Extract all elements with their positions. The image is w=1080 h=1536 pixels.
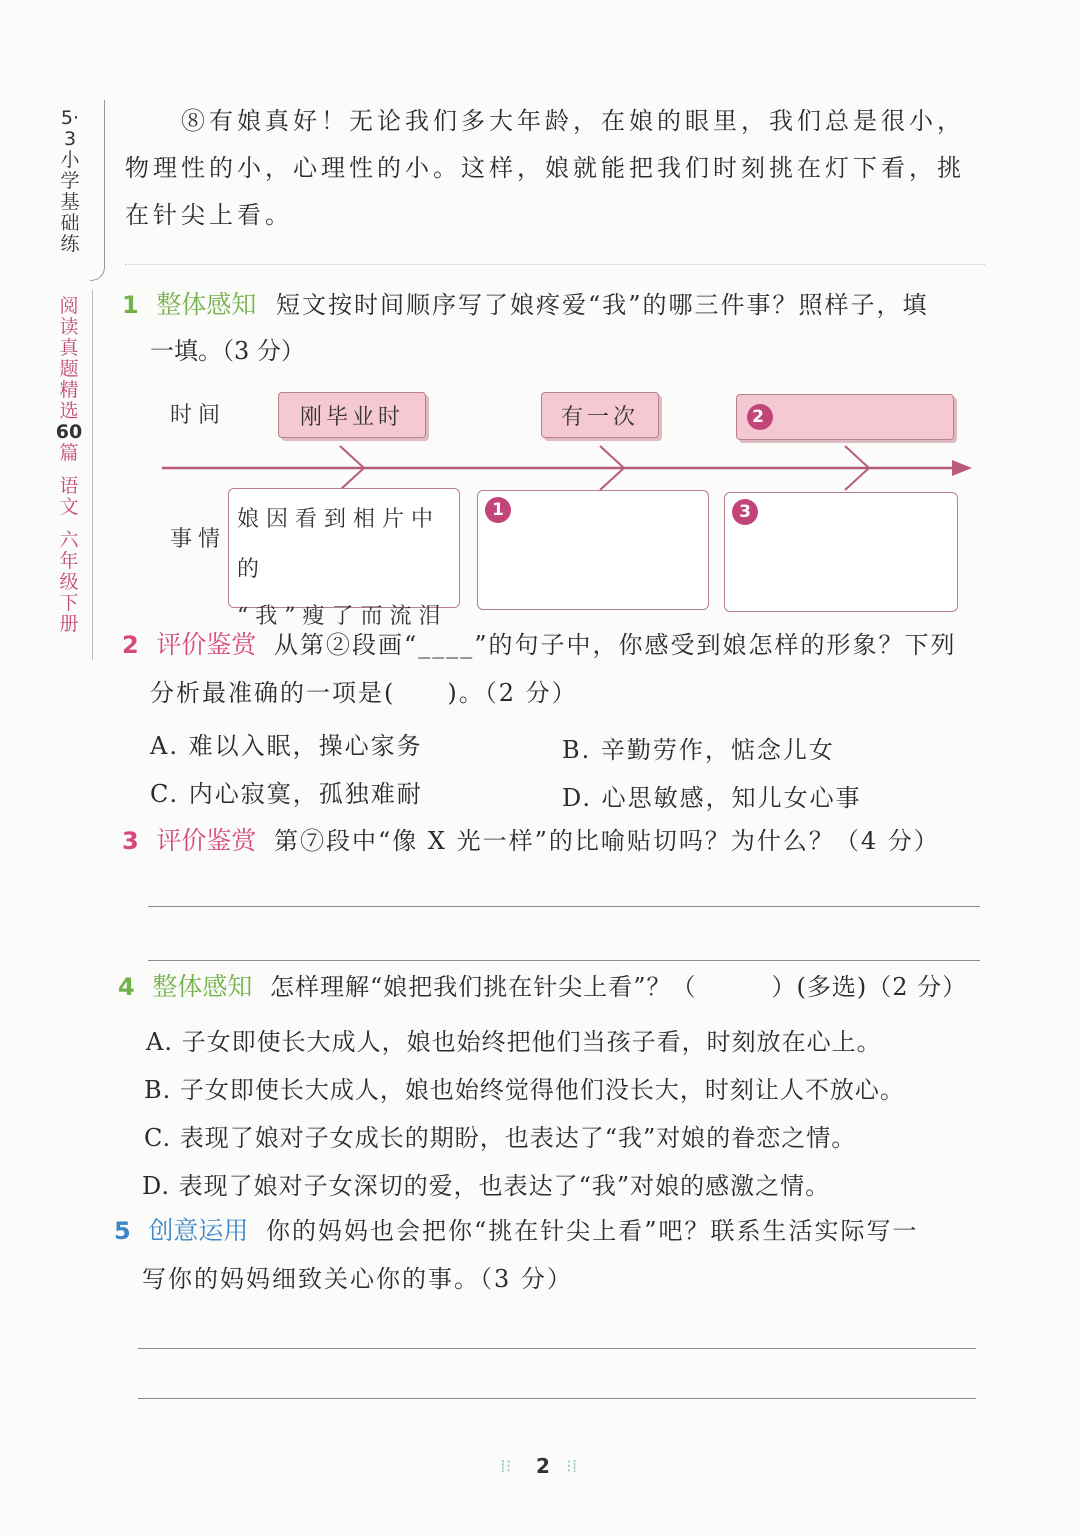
q3-answer-line-2[interactable] [148, 960, 980, 961]
event-box-2-blank[interactable] [477, 490, 709, 610]
section-divider [125, 264, 985, 265]
question-text: 第⑦段中“像 X 光一样”的比喻贴切吗？为什么？（4 分） [274, 827, 940, 855]
timeline-event-label: 事情 [170, 527, 227, 552]
q5-answer-line-2[interactable] [138, 1398, 976, 1399]
question-number: 1 [122, 291, 139, 319]
page-number: 2 [536, 1454, 550, 1478]
event-box-1-line2: “我”瘦了而流泪 [237, 604, 448, 629]
question-text-line1: 你的妈妈也会把你“挑在针尖上看”吧？联系生活实际写一 [266, 1217, 919, 1245]
book-grade: 六年级下册 [59, 529, 79, 635]
event-box-1 [228, 488, 460, 629]
time-box-1 [278, 392, 426, 438]
q5-answer-line-1[interactable] [138, 1348, 976, 1349]
book-title [55, 296, 83, 635]
q2-option-a[interactable]: A. 难以入眠，操心家务 [150, 732, 423, 760]
question-5 [114, 1208, 994, 1254]
q4-option-b[interactable]: B. 子女即使长大成人，娘也始终觉得他们没长大，时刻让人不放心。 [144, 1076, 905, 1104]
question-number: 4 [118, 973, 135, 1001]
question-text-line1: 从第②段画“____”的句子中，你感受到娘怎样的形象？下列 [274, 631, 957, 659]
question-tag: 整体感知 [156, 290, 257, 319]
question-number: 2 [122, 631, 139, 659]
q2-option-c[interactable]: C. 内心寂寞，孤独难耐 [150, 780, 423, 808]
question-tag: 评价鉴赏 [156, 630, 257, 659]
book-subject: 语文 [59, 475, 79, 518]
blank-badge-3: 3 [732, 499, 758, 525]
side-rule [92, 290, 93, 660]
series-title: 5·3小学基础练 [60, 107, 80, 255]
question-2-line2[interactable]: 分析最准确的一项是( )。（2 分） [150, 679, 578, 707]
question-text: 怎样理解“娘把我们挑在针尖上看”？（ ）(多选)（2 分） [270, 973, 968, 1001]
time-box-3-blank[interactable] [736, 394, 954, 440]
page-deco-left-icon: ⁞⁝ [500, 1456, 512, 1477]
question-tag: 评价鉴赏 [156, 826, 257, 855]
question-4 [118, 964, 998, 1010]
timeline-time-label: 时间 [170, 403, 227, 428]
side-bracket [90, 100, 105, 281]
blank-badge-1: 1 [485, 497, 511, 523]
book-title-part-b: 篇 [59, 442, 79, 464]
time-box-2 [541, 392, 659, 438]
question-1-line2: 一填。（3 分） [150, 337, 305, 365]
blank-badge-2: 2 [747, 404, 773, 430]
question-tag: 整体感知 [152, 972, 253, 1001]
question-number: 3 [122, 827, 139, 855]
event-box-3-blank[interactable] [724, 492, 958, 612]
question-tag: 创意运用 [148, 1216, 249, 1245]
q4-option-a[interactable]: A. 子女即使长大成人，娘也始终把他们当孩子看，时刻放在心上。 [146, 1028, 882, 1056]
question-2 [122, 622, 1002, 668]
time-box-2-text: 有一次 [560, 404, 639, 430]
book-title-number: 60 [55, 421, 83, 443]
time-box-1-text: 刚毕业时 [299, 404, 404, 430]
q4-option-c[interactable]: C. 表现了娘对子女成长的期盼，也表达了“我”对娘的眷恋之情。 [144, 1124, 857, 1152]
question-3 [122, 818, 1002, 864]
question-5-line2: 写你的妈妈细致关心你的事。（3 分） [142, 1265, 573, 1293]
q2-option-d[interactable]: D. 心思敏感，知儿女心事 [562, 784, 862, 812]
question-number: 5 [114, 1217, 131, 1245]
passage-paragraph-8: ⑧有娘真好！无论我们多大年龄，在娘的眼里，我们总是很小，物理性的小，心理性的小。这样，娘就能把我们时刻挑在灯下看，挑在针尖上看。 [125, 107, 965, 229]
question-text-line1: 短文按时间顺序写了娘疼爱“我”的哪三件事？照样子，填 [276, 291, 929, 319]
q3-answer-line-1[interactable] [148, 906, 980, 907]
question-1 [122, 282, 992, 328]
event-box-1-line1: 娘因看到相片中的 [237, 507, 441, 582]
q4-option-d[interactable]: D. 表现了娘对子女深切的爱，也表达了“我”对娘的感激之情。 [142, 1172, 831, 1200]
q2-option-b[interactable]: B. 辛勤劳作，惦念儿女 [562, 736, 835, 764]
page-deco-right-icon: ⁝⁞ [566, 1456, 578, 1477]
book-title-part-a: 阅读真题精选 [59, 295, 79, 422]
